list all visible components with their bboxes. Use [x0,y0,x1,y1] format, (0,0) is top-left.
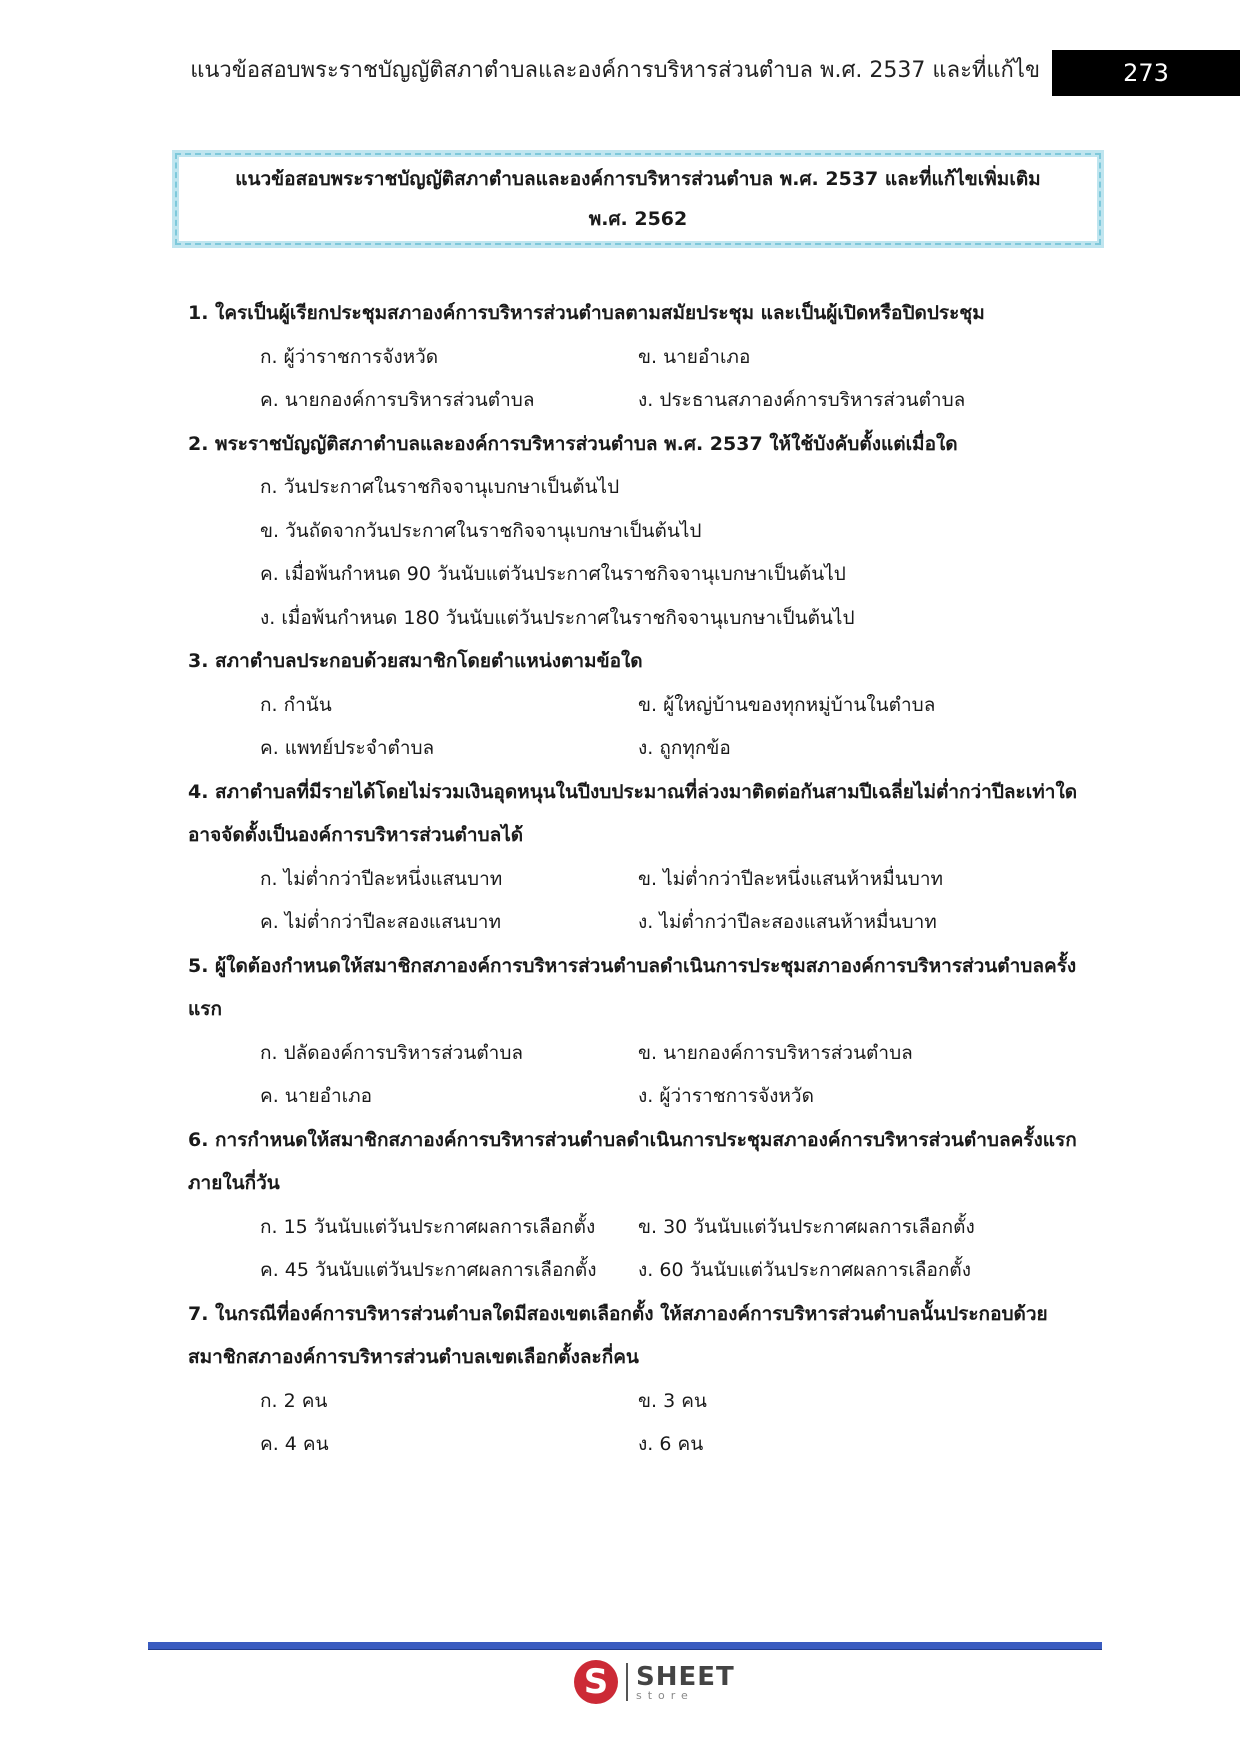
option-b: ข. ผู้ใหญ่บ้านของทุกหมู่บ้านในตำบล [638,693,936,716]
option-b: ข. นายอำเภอ [638,345,751,368]
question-5 [188,945,1088,1119]
question-2 [188,423,1088,641]
option-a: ก. ไม่ต่ำกว่าปีละหนึ่งแสนบาท [260,867,503,890]
section-title-line-1: แนวข้อสอบพระราชบัญญัติสภาตำบลและองค์การบริหารส่วนตำบล พ.ศ. 2537 และที่แก้ไขเพิ่มเติม [235,168,1041,190]
option-d: ง. ถูกทุกข้อ [638,737,731,759]
option-a: ก. 2 คน [260,1389,328,1412]
option-row [188,1075,1088,1119]
option-d: ง. เมื่อพ้นกำหนด 180 วันนับแต่วันประกาศในราชกิจจานุเบกษาเป็นต้นไป [260,606,855,629]
option-c: ค. แพทย์ประจำตำบล [260,737,435,759]
option-row [188,727,1088,771]
question-text: 2. พระราชบัญญัติสภาตำบลและองค์การบริหารส่วนตำบล พ.ศ. 2537 ให้ใช้บังคับตั้งแต่เมื่อใด [188,432,958,455]
option-c: ค. 4 คน [260,1433,329,1455]
option-b: ข. 30 วันนับแต่วันประกาศผลการเลือกตั้ง [638,1215,975,1238]
option-c: ค. เมื่อพ้นกำหนด 90 วันนับแต่วันประกาศในราชกิจจานุเบกษาเป็นต้นไป [260,563,846,585]
option-a: ก. ปลัดองค์การบริหารส่วนตำบล [260,1041,524,1064]
option-row [188,858,1088,902]
logo-divider [626,1663,628,1701]
option-row [188,1032,1088,1076]
question-text: 1. ใครเป็นผู้เรียกประชุมสภาองค์การบริหารส่วนตำบลตามสมัยประชุม และเป็นผู้เปิดหรือปิดประชุม [188,302,985,324]
question-6 [188,1119,1088,1293]
option-d: ง. ไม่ต่ำกว่าปีละสองแสนห้าหมื่นบาท [638,911,937,933]
section-title-line-2: พ.ศ. 2562 [588,208,688,230]
option-d: ง. 6 คน [638,1433,704,1455]
option-c: ค. 45 วันนับแต่วันประกาศผลการเลือกตั้ง [260,1259,597,1281]
option-row [188,1423,1088,1467]
question-1 [188,292,1088,423]
option-a: ก. ผู้ว่าราชการจังหวัด [260,345,439,368]
option-b: ข. ไม่ต่ำกว่าปีละหนึ่งแสนห้าหมื่นบาท [638,867,944,890]
option-row [188,379,1088,423]
option-d: ง. ผู้ว่าราชการจังหวัด [638,1085,814,1107]
section-title-box [172,150,1104,248]
option-a: ก. 15 วันนับแต่วันประกาศผลการเลือกตั้ง [260,1215,596,1238]
page-number-badge [1052,50,1240,96]
running-header-title: แนวข้อสอบพระราชบัญญัติสภาตำบลและองค์การบริหารส่วนตำบล พ.ศ. 2537 และที่แก้ไข [190,58,1040,83]
question-text: 4. สภาตำบลที่มีรายได้โดยไม่รวมเงินอุดหนุนในปีงบประมาณที่ล่วงมาติดต่อกันสามปีเฉลี่ยไม่ต่ำกว่าปีละเท่าใด อาจจัดตั้งเป็นองค์การบริหารส่วนตำบลได้ [188,780,1078,846]
option-d: ง. ประธานสภาองค์การบริหารส่วนตำบล [638,389,966,411]
question-text: 7. ในกรณีที่องค์การบริหารส่วนตำบลใดมีสองเขตเลือกตั้ง ให้สภาองค์การบริหารส่วนตำบลนั้นประกอบด้วยสมาชิกสภาองค์การบริหารส่วนตำบลเขตเลือกตั้งละกี่คน [188,1302,1048,1368]
question-3 [188,640,1088,771]
question-4 [188,771,1088,945]
logo-sub-text: store [636,1688,694,1702]
option-a: ก. กำนัน [260,693,332,716]
option-b: ข. 3 คน [638,1389,707,1412]
option-row [188,1206,1088,1250]
option-row [188,336,1088,380]
logo-main-text: SHEET [636,1661,735,1692]
option-c: ค. ไม่ต่ำกว่าปีละสองแสนบาท [260,911,501,933]
option-row [188,1380,1088,1424]
option-c: ค. นายกองค์การบริหารส่วนตำบล [260,389,535,411]
question-text: 3. สภาตำบลประกอบด้วยสมาชิกโดยตำแหน่งตามข้อใด [188,650,643,672]
sheet-store-logo [574,1660,735,1704]
logo-s-icon: S [574,1660,618,1704]
question-7 [188,1293,1088,1467]
option-b: ข. วันถัดจากวันประกาศในราชกิจจานุเบกษาเป็นต้นไป [260,519,702,542]
option-d: ง. 60 วันนับแต่วันประกาศผลการเลือกตั้ง [638,1259,972,1281]
option-c: ค. นายอำเภอ [260,1085,373,1107]
logo-text [636,1661,735,1702]
page-number: 273 [1123,59,1169,87]
option-a: ก. วันประกาศในราชกิจจานุเบกษาเป็นต้นไป [260,476,620,498]
option-row [188,1249,1088,1293]
option-row [188,901,1088,945]
question-text: 5. ผู้ใดต้องกำหนดให้สมาชิกสภาองค์การบริหารส่วนตำบลดำเนินการประชุมสภาองค์การบริหารส่วนตำบลครั้งแรก [188,954,1077,1020]
question-list [188,292,1088,1467]
option-row [188,684,1088,728]
footer-rule [148,1642,1102,1650]
question-text: 6. การกำหนดให้สมาชิกสภาองค์การบริหารส่วนตำบลดำเนินการประชุมสภาองค์การบริหารส่วนตำบลครั้งแรกภายในกี่วัน [188,1128,1077,1194]
option-b: ข. นายกองค์การบริหารส่วนตำบล [638,1041,913,1064]
